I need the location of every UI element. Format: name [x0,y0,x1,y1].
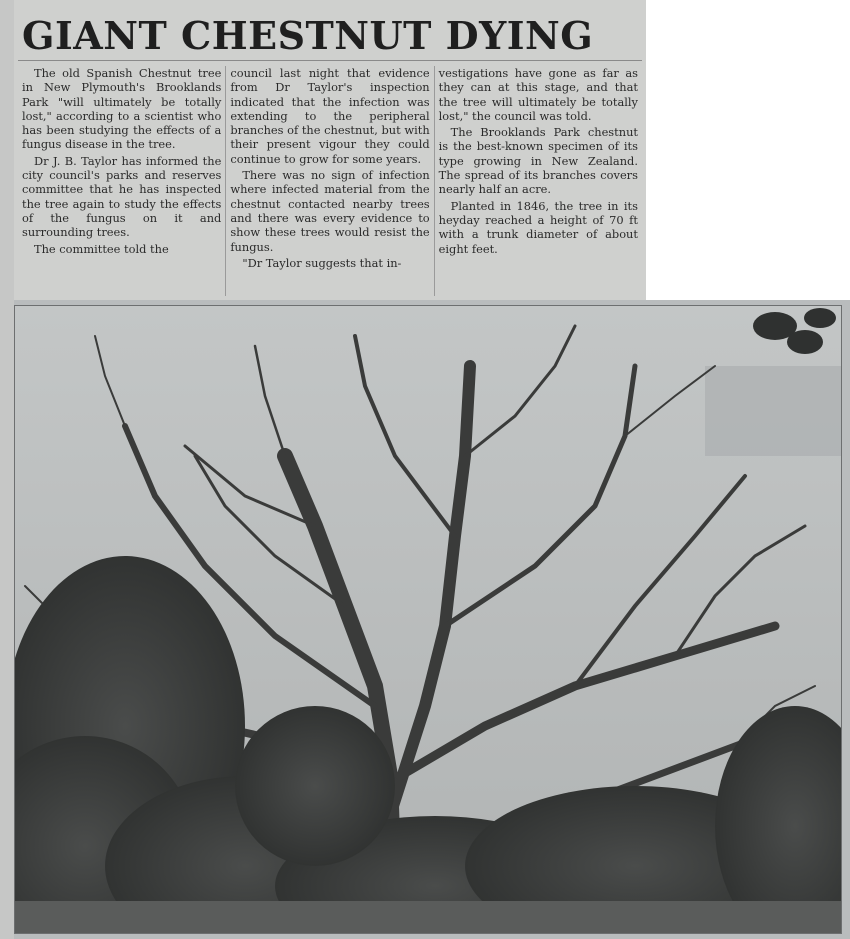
paragraph: "Dr Taylor suggests that in- [242,255,402,270]
newspaper-clipping [14,0,646,300]
paragraph: The Brooklands Park chestnut is the best-known specimen of its type growing in New Zealand. The spread of its branches covers nearly half an acre. [438,125,638,197]
bleed-through-block [705,366,841,456]
paragraph: The old Spanish Chestnut tree in New Plymouth's Brooklands Park "will ultimately be totally lost," according to a scientist who has been studying the effects of a fungus disease in the tree. [22,66,222,152]
article-headline: GIANT CHESTNUT DYING [22,13,594,58]
chestnut-tree-photo [14,305,842,934]
article-columns [18,66,642,296]
paragraph: council last night that evidence from Dr Taylor's inspection indicated that the infection was extending to the peripheral branches of the chestnut, but with their present vigour they could continue to grow for some years. [230,66,430,166]
ground [15,901,841,933]
tree-illustration [15,306,841,933]
paragraph: vestigations have gone as far as they can at this stage, and that the tree will ultimately be totally lost," the council was told. [438,66,638,123]
article-column-3 [434,66,642,296]
paragraph: The committee told the [34,241,169,256]
left-page-edge [0,0,14,939]
blank-area [646,0,850,300]
article-column-2 [225,66,433,296]
paragraph: Dr J. B. Taylor has informed the city council's parks and reserves committee that he has inspected the tree again to study the effects of the fungus on it and surrounding trees. [22,153,222,240]
headline-rule [18,60,642,61]
paragraph: Planted in 1846, the tree in its heyday reached a height of 70 ft with a trunk diameter of about eight feet. [438,198,638,256]
article-column-1 [18,66,225,296]
paragraph: There was no sign of infection where infected material from the chestnut contacted nearby trees and there was every evidence to show these trees would resist the fungus. [230,168,430,254]
